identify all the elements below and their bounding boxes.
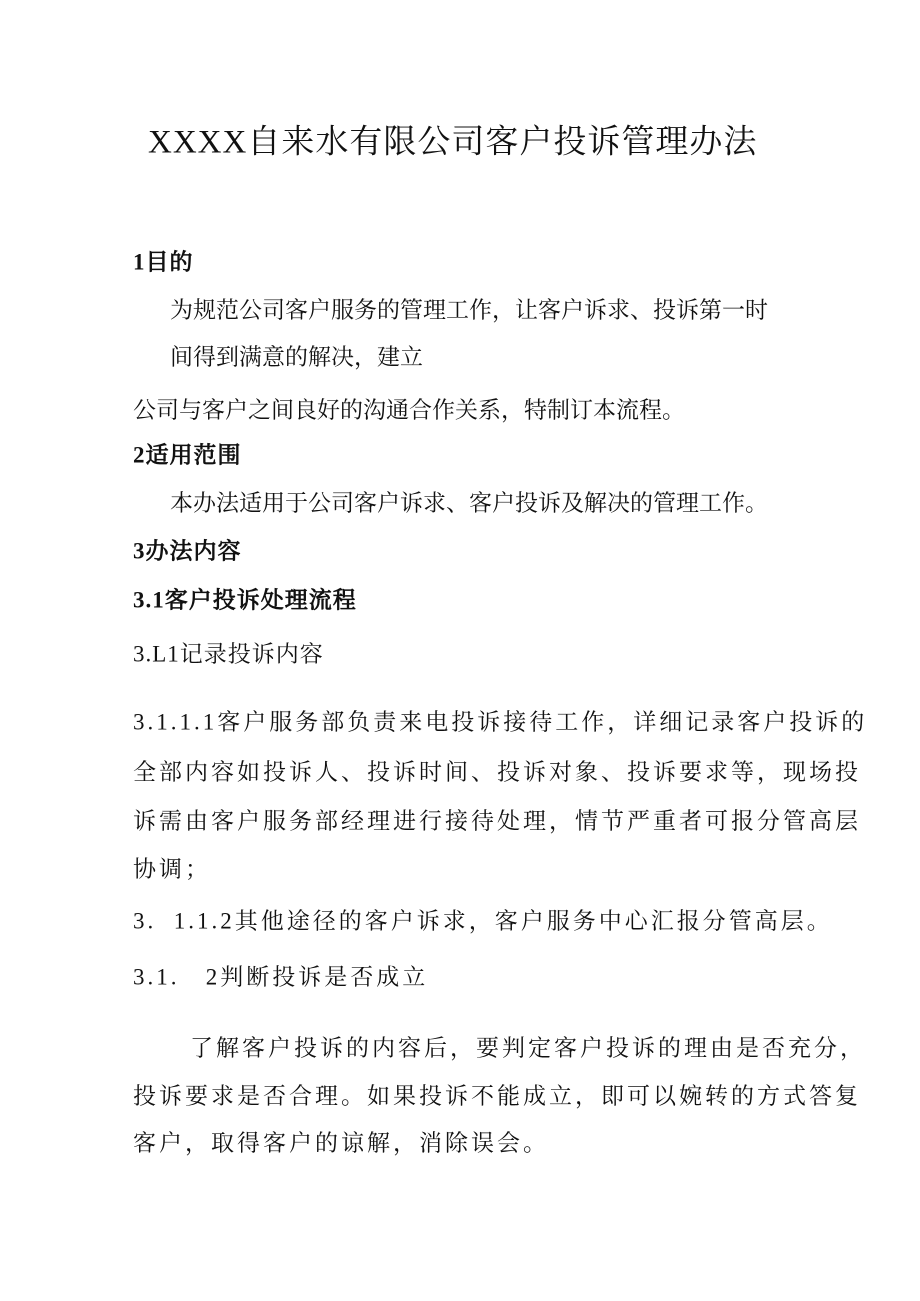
heading-3-1-2: 3.1. 2判断投诉是否成立 bbox=[133, 964, 429, 990]
paragraph-line: 了解客户投诉的内容后，要判定客户投诉的理由是否充分， bbox=[190, 1035, 866, 1061]
paragraph-line: 投诉要求是否合理。如果投诉不能成立，即可以婉转的方式答复 bbox=[133, 1083, 861, 1109]
document-title: XXXX自来水有限公司客户投诉管理办法 bbox=[148, 124, 758, 161]
paragraph-line: 协调； bbox=[133, 856, 211, 882]
paragraph-line: 间得到满意的解决，建立 bbox=[170, 344, 423, 370]
paragraph-line: 本办法适用于公司客户诉求、客户投诉及解决的管理工作。 bbox=[170, 490, 768, 516]
paragraph-line: 为规范公司客户服务的管理工作，让客户诉求、投诉第一时 bbox=[170, 297, 768, 323]
heading-3-1-1: 3.L1记录投诉内容 bbox=[133, 641, 324, 667]
paragraph-line: 公司与客户之间良好的沟通合作关系，特制订本流程。 bbox=[133, 397, 685, 423]
heading-scope: 2适用范围 bbox=[133, 442, 242, 468]
paragraph-line: 3.1.1.1客户服务部负责来电投诉接待工作，详细记录客户投诉的 bbox=[133, 709, 868, 735]
paragraph-line: 诉需由客户服务部经理进行接待处理，情节严重者可报分管高层 bbox=[133, 808, 861, 834]
paragraph-line: 3. 1.1.2其他途径的客户诉求，客户服务中心汇报分管高层。 bbox=[133, 908, 833, 934]
heading-3-1: 3.1客户投诉处理流程 bbox=[133, 587, 357, 613]
paragraph-line: 客户，取得客户的谅解，消除误会。 bbox=[133, 1130, 549, 1156]
heading-content: 3办法内容 bbox=[133, 538, 242, 564]
paragraph-line: 全部内容如投诉人、投诉时间、投诉对象、投诉要求等，现场投 bbox=[133, 759, 861, 785]
heading-purpose: 1目的 bbox=[133, 249, 194, 275]
